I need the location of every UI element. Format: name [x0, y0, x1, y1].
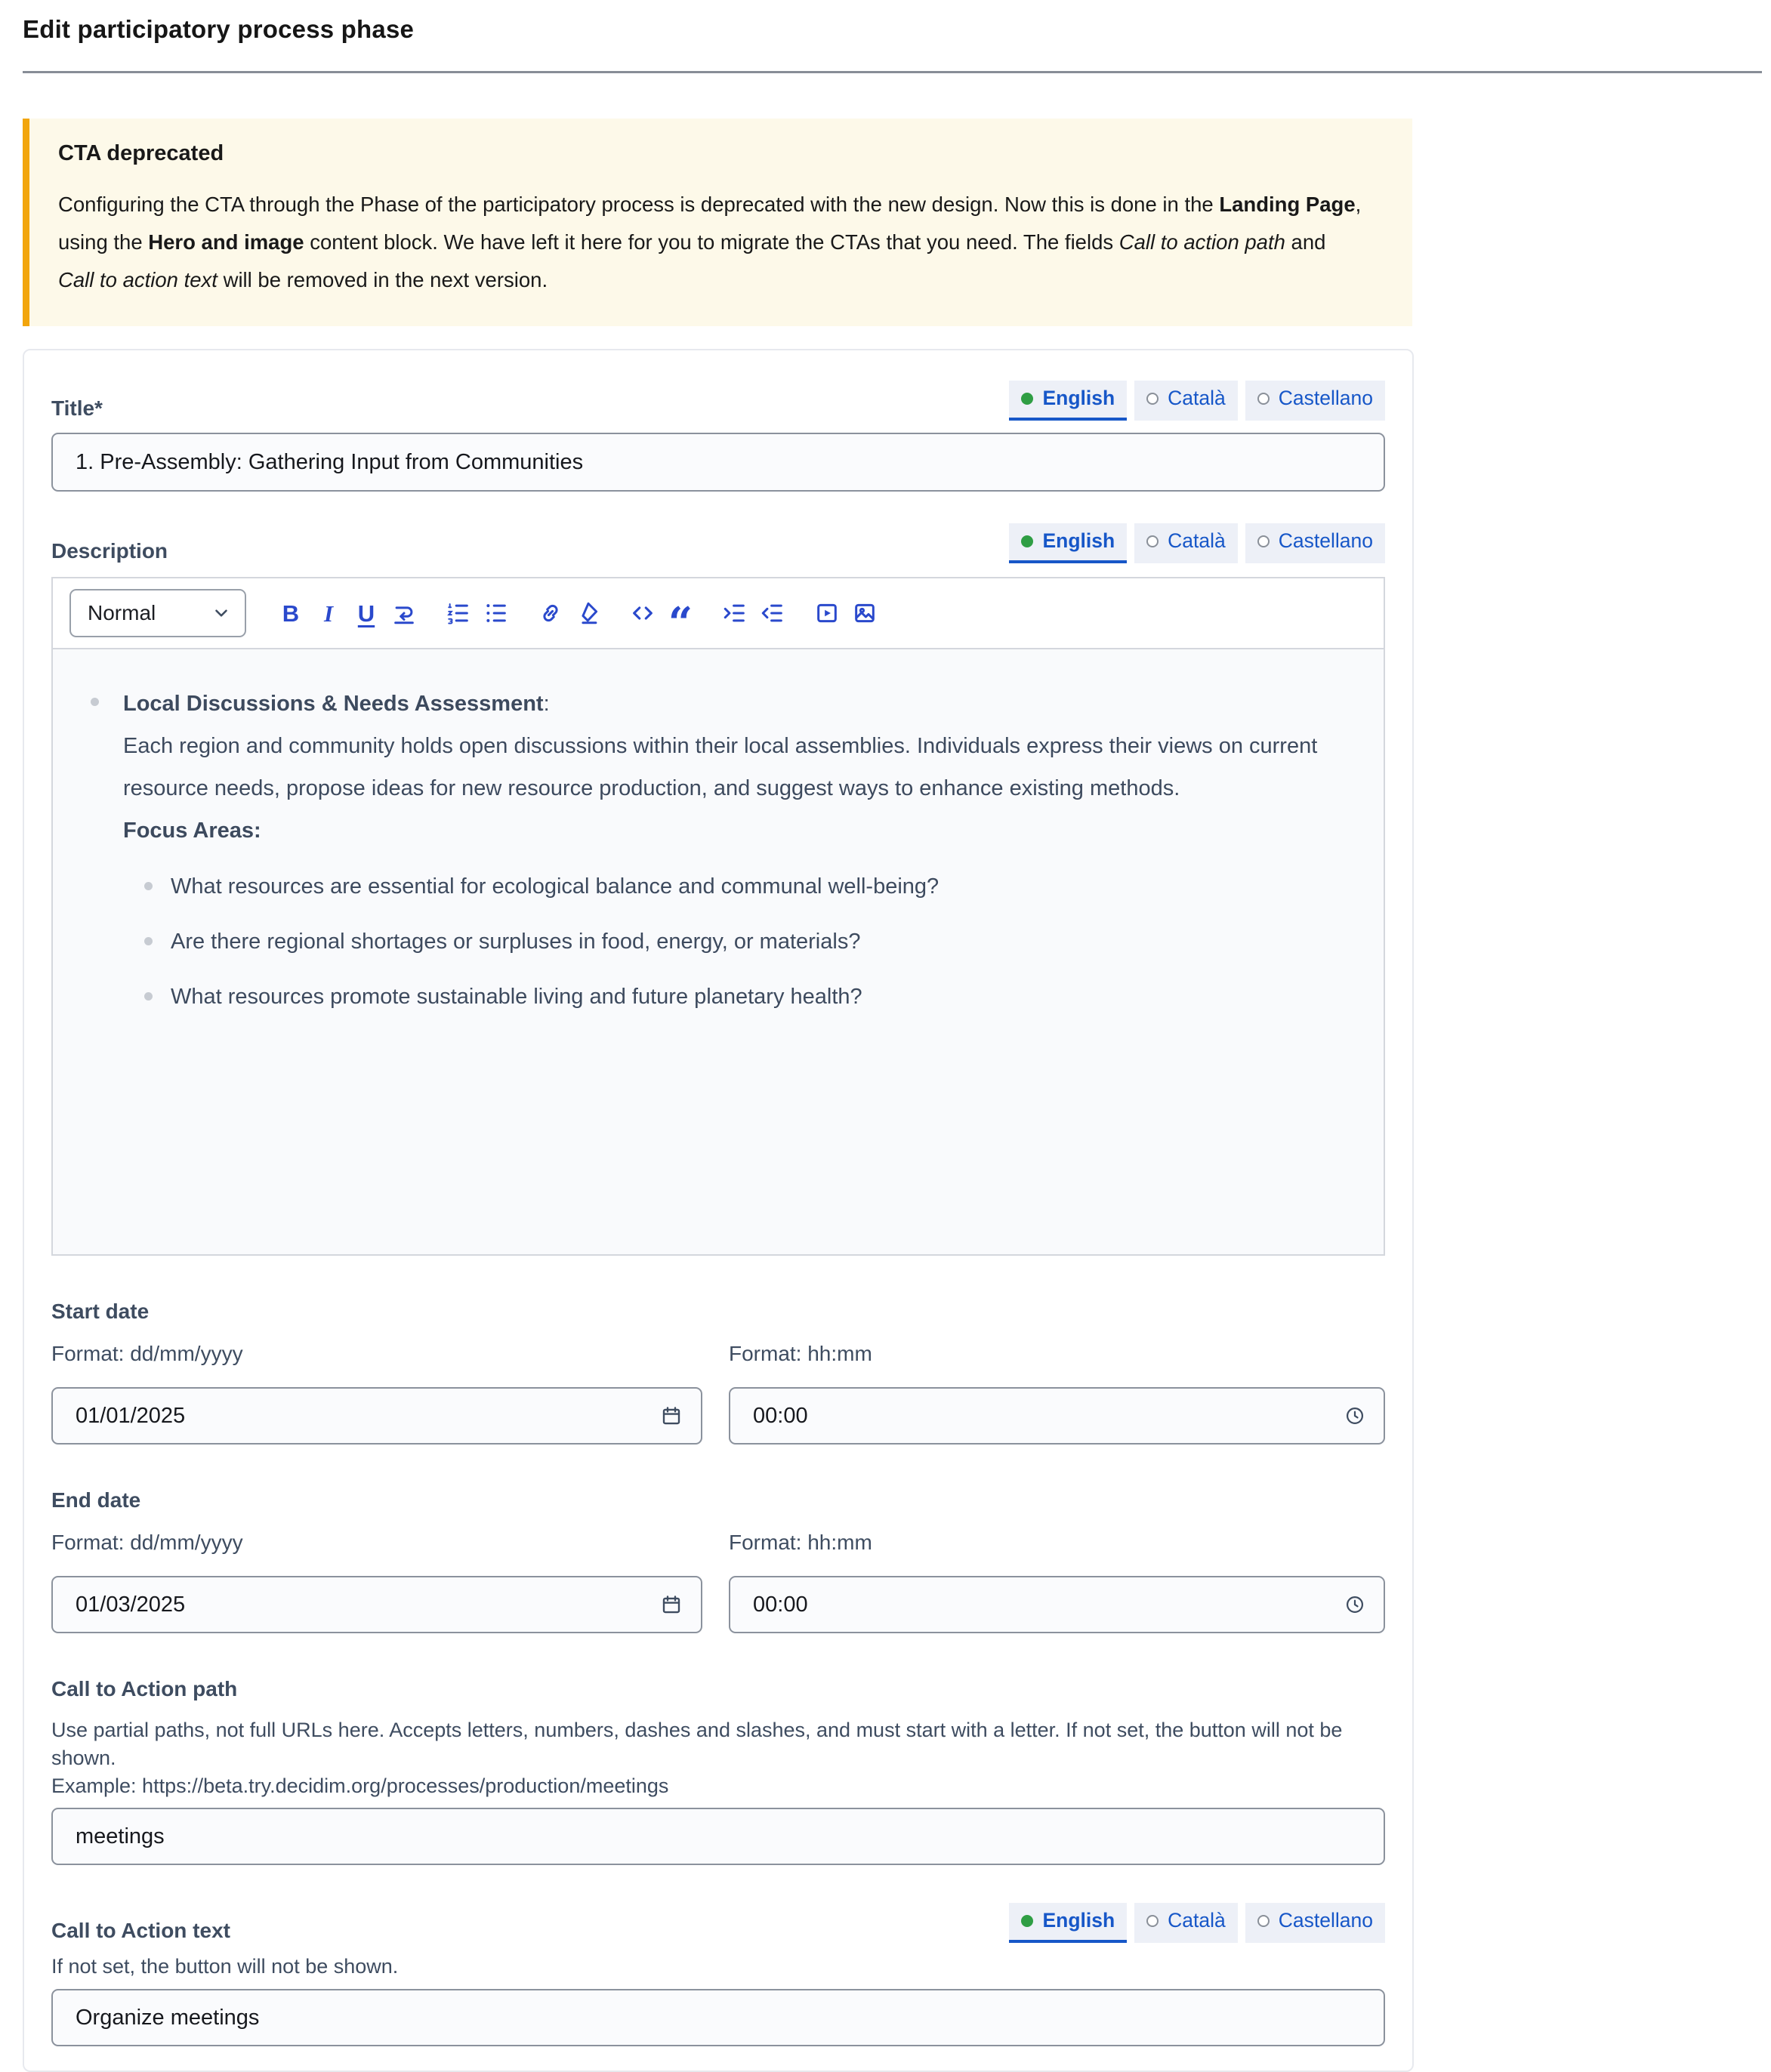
start-date-inputs-row — [51, 1387, 1385, 1445]
sub-list-item: Are there regional shortages or surpluses in food, energy, or materials? — [144, 920, 1353, 963]
editor-toolbar — [53, 578, 1384, 649]
sub-list-item: What resources are essential for ecological balance and communal well-being? — [144, 865, 1353, 908]
underline-button[interactable] — [350, 597, 383, 630]
bullet-icon — [144, 937, 153, 945]
blockquote-button[interactable] — [664, 597, 697, 648]
bullet-list-button[interactable] — [480, 597, 513, 630]
callout-title: CTA deprecated — [58, 141, 224, 165]
hard-break-icon — [391, 600, 417, 626]
tab-castellano[interactable] — [1245, 381, 1385, 421]
clock-icon[interactable] — [1344, 1594, 1365, 1615]
start-date-format-row — [51, 1342, 1385, 1366]
inactive-language-radio-icon — [1257, 1915, 1270, 1927]
sub-list — [123, 865, 1353, 1018]
end-date-inputs-row — [51, 1576, 1385, 1633]
cta-path-help — [51, 1716, 1385, 1800]
link-button[interactable] — [534, 597, 567, 630]
tab-castellano[interactable] — [1245, 523, 1385, 563]
start-time-value: 00:00 — [753, 1403, 808, 1428]
tab-label: Català — [1168, 529, 1226, 552]
inactive-language-radio-icon — [1146, 393, 1159, 405]
list-item-paragraph: Each region and community holds open discussions within their local assemblies. Individuals express their views on current resource needs, propose ideas for new resource production, and suggest ways to enhance existing methods. — [123, 734, 1318, 800]
active-language-dot-icon — [1021, 1915, 1033, 1927]
hard-break-button[interactable] — [387, 597, 421, 630]
tab-label: English — [1042, 529, 1115, 552]
inactive-language-radio-icon — [1257, 535, 1270, 547]
link-icon — [538, 600, 563, 626]
rich-text-editor — [51, 577, 1385, 1256]
end-time-value: 00:00 — [753, 1592, 808, 1617]
tab-label: Castellano — [1278, 1909, 1373, 1932]
tab-catala[interactable] — [1134, 1903, 1238, 1943]
date-format-hint: Format: dd/mm/yyyy — [51, 1531, 243, 1554]
title-language-tabs — [1009, 381, 1385, 421]
list-item-body — [123, 683, 1353, 1031]
video-icon — [814, 600, 840, 626]
cta-text-label: Call to Action text — [51, 1919, 230, 1942]
tab-label: Castellano — [1278, 529, 1373, 552]
tab-label: Català — [1168, 387, 1226, 409]
cta-path-help-line2: Example: https://beta.try.decidim.org/processes/production/meetings — [51, 1774, 669, 1797]
cta-text-help: If not set, the button will not be shown. — [51, 1955, 399, 1978]
title-field-row — [51, 381, 1385, 421]
time-format-hint: Format: hh:mm — [729, 1531, 872, 1554]
image-icon — [852, 600, 878, 626]
clear-format-icon — [575, 600, 601, 626]
cta-path-label: Call to Action path — [51, 1677, 238, 1700]
calendar-icon[interactable] — [660, 1404, 683, 1427]
tab-label: English — [1042, 387, 1115, 409]
description-field-row — [51, 523, 1385, 563]
end-date-format-row — [51, 1531, 1385, 1555]
calendar-icon[interactable] — [660, 1593, 683, 1616]
active-language-dot-icon — [1021, 535, 1033, 547]
indent-icon — [722, 600, 748, 626]
tab-catala[interactable] — [1134, 381, 1238, 421]
italic-button[interactable] — [312, 597, 345, 630]
inactive-language-radio-icon — [1146, 1915, 1159, 1927]
end-date-input[interactable] — [51, 1576, 702, 1633]
inactive-language-radio-icon — [1257, 393, 1270, 405]
chevron-down-icon — [211, 603, 231, 623]
inactive-language-radio-icon — [1146, 535, 1159, 547]
page-title: Edit participatory process phase — [23, 15, 415, 43]
bold-button[interactable] — [274, 597, 307, 630]
description-label: Description — [51, 539, 168, 563]
bullet-icon — [144, 992, 153, 1001]
bold-icon: B — [282, 600, 300, 627]
tab-label: Català — [1168, 1909, 1226, 1932]
date-format-hint: Format: dd/mm/yyyy — [51, 1342, 243, 1365]
clear-format-button[interactable] — [572, 597, 605, 630]
underline-icon: U — [357, 600, 375, 627]
cta-text-input[interactable]: Organize meetings — [51, 1989, 1385, 2046]
title-label: Title* — [51, 396, 103, 420]
tab-english[interactable] — [1009, 381, 1127, 421]
description-section — [51, 523, 1385, 1256]
code-button[interactable] — [626, 597, 659, 630]
start-date-value: 01/01/2025 — [76, 1403, 186, 1428]
list-item-title: Local Discussions & Needs Assessment: — [123, 692, 550, 716]
tab-castellano[interactable] — [1245, 1903, 1385, 1943]
clock-icon[interactable] — [1344, 1405, 1365, 1426]
title-input[interactable]: 1. Pre-Assembly: Gathering Input from Communities — [51, 433, 1385, 492]
active-language-dot-icon — [1021, 393, 1033, 405]
outdent-icon — [760, 600, 785, 626]
indent-button[interactable] — [718, 597, 751, 630]
paragraph-style-value: Normal — [88, 601, 156, 624]
image-button[interactable] — [848, 597, 881, 630]
bullet-icon — [144, 882, 153, 890]
description-editor-content[interactable] — [53, 649, 1384, 1254]
cta-text-field-row — [51, 1903, 1385, 1943]
tab-english[interactable] — [1009, 1903, 1127, 1943]
paragraph-style-select[interactable] — [69, 589, 246, 637]
cta-deprecated-callout — [23, 119, 1412, 326]
tab-catala[interactable] — [1134, 523, 1238, 563]
start-date-label: Start date — [51, 1300, 150, 1323]
bullet-icon — [91, 698, 99, 706]
end-date-value: 01/03/2025 — [76, 1592, 186, 1617]
tab-label: English — [1042, 1909, 1115, 1932]
outdent-button[interactable] — [756, 597, 789, 630]
blockquote-icon: “ — [668, 598, 693, 648]
cta-path-help-line1: Use partial paths, not full URLs here. Accepts letters, numbers, dashes and slashes, and must start with a letter. If not set, the button will not be shown. — [51, 1719, 1343, 1769]
callout-body: Configuring the CTA through the Phase of the participatory process is deprecated with the new design. Now this is done in the Landing Page, using the Hero and image content block. We have left it here for you to migrate the CTAs that you need. The fields Call to action path and Call to action text will be removed in the next version. — [58, 193, 1362, 291]
description-language-tabs — [1009, 523, 1385, 563]
start-date-input[interactable] — [51, 1387, 702, 1445]
end-time-input[interactable] — [729, 1576, 1385, 1633]
list-item — [91, 683, 1353, 1031]
cta-path-input[interactable]: meetings — [51, 1808, 1385, 1865]
title-divider — [23, 71, 1762, 73]
time-format-hint: Format: hh:mm — [729, 1342, 872, 1365]
tab-english[interactable] — [1009, 523, 1127, 563]
code-icon — [630, 600, 656, 626]
cta-text-language-tabs — [1009, 1903, 1385, 1943]
video-button[interactable] — [810, 597, 844, 630]
bullet-list-icon — [483, 600, 509, 626]
sub-list-item: What resources promote sustainable living and future planetary health? — [144, 976, 1353, 1018]
start-time-input[interactable] — [729, 1387, 1385, 1445]
ordered-list-button[interactable] — [442, 597, 475, 630]
list-item-subheading: Focus Areas: — [123, 819, 261, 843]
tab-label: Castellano — [1278, 387, 1373, 409]
ordered-list-icon — [446, 600, 471, 626]
phase-form-card — [23, 349, 1414, 2072]
italic-icon: I — [323, 600, 334, 627]
end-date-label: End date — [51, 1488, 141, 1512]
